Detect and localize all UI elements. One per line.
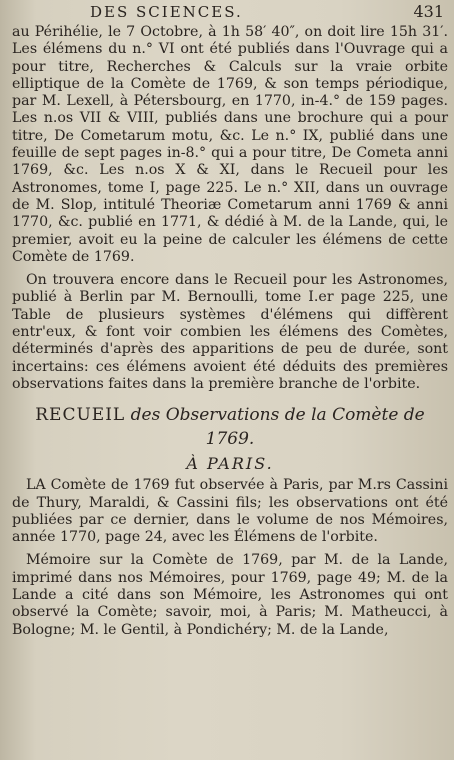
- running-header: [90, 2, 444, 24]
- section-title-first-word: RECUEIL: [35, 405, 126, 426]
- section-title: [12, 403, 448, 451]
- section-title-rest: des Observations de la Comète de 1769.: [125, 405, 425, 450]
- page-number: 431: [413, 2, 444, 21]
- running-title: DES SCIENCES.: [90, 3, 243, 21]
- paragraph-orbit-elements: au Périhélie, le 7 Octobre, à 1h 58′ 40″, on doit lire 15h 31′. Les élémens du n.° VI ont été publiés dans l'Ouvrage qui a pour titre, Recherches & Calculs sur la vraie orbite elliptique de la Comète de 1769, & son temps périodique, par M. Lexell, à Pétersbourg, en 1770, in-4.° de 159 pages. Les n.os VII & VIII, publiés dans une brochure qui a pour titre, De Cometarum motu, &c. Le n.° IX, publié dans une feuille de sept pages in-8.° qui a pour titre, De Cometa anni 1769, &c. Les n.os X & XI, dans le Recueil pour les Astronomes, tome I, page 225. Le n.° XII, dans un ouvrage de M. Slop, intitulé Theoriæ Cometarum anni 1769 & anni 1770, &c. publié en 1771, & dédié à M. de la Lande, qui, le premier, avoit eu la peine de calculer les élémens de cette Comète de 1769.: [12, 24, 448, 265]
- subsection-title: À PARIS.: [186, 454, 274, 474]
- paragraph-paris-observations: LA Comète de 1769 fut observée à Paris, par M.rs Cassini de Thury, Maraldi, & Cassini fils; les observations ont été publiées par ce dernier, dans le volume de nos Mémoires, année 1770, page 24, avec les Élémens de l'orbite.: [12, 477, 448, 546]
- paragraph-recueil-reference: On trouvera encore dans le Recueil pour les Astronomes, publié à Berlin par M. Bernoulli, tome I.er page 225, une Table de plusieurs systèmes d'élémens qui diffèrent entr'eux, & font voir combien les élémens des Comètes, déterminés d'après des apparitions de peu de durée, sont incertains: ces élémens avoient été déduits des premières observations faites dans la première branche de l'orbite.: [12, 272, 448, 392]
- body-text: [12, 24, 448, 639]
- paragraph-lalande-memoir: Mémoire sur la Comète de 1769, par M. de la Lande, imprimé dans nos Mémoires, pour 1769, page 49; M. de la Lande a cité dans son Mémoire, les Astronomes qui ont observé la Comète; savoir, moi, à Paris; M. Matheucci, à Bologne; M. le Gentil, à Pondichéry; M. de la Lande,: [12, 552, 448, 638]
